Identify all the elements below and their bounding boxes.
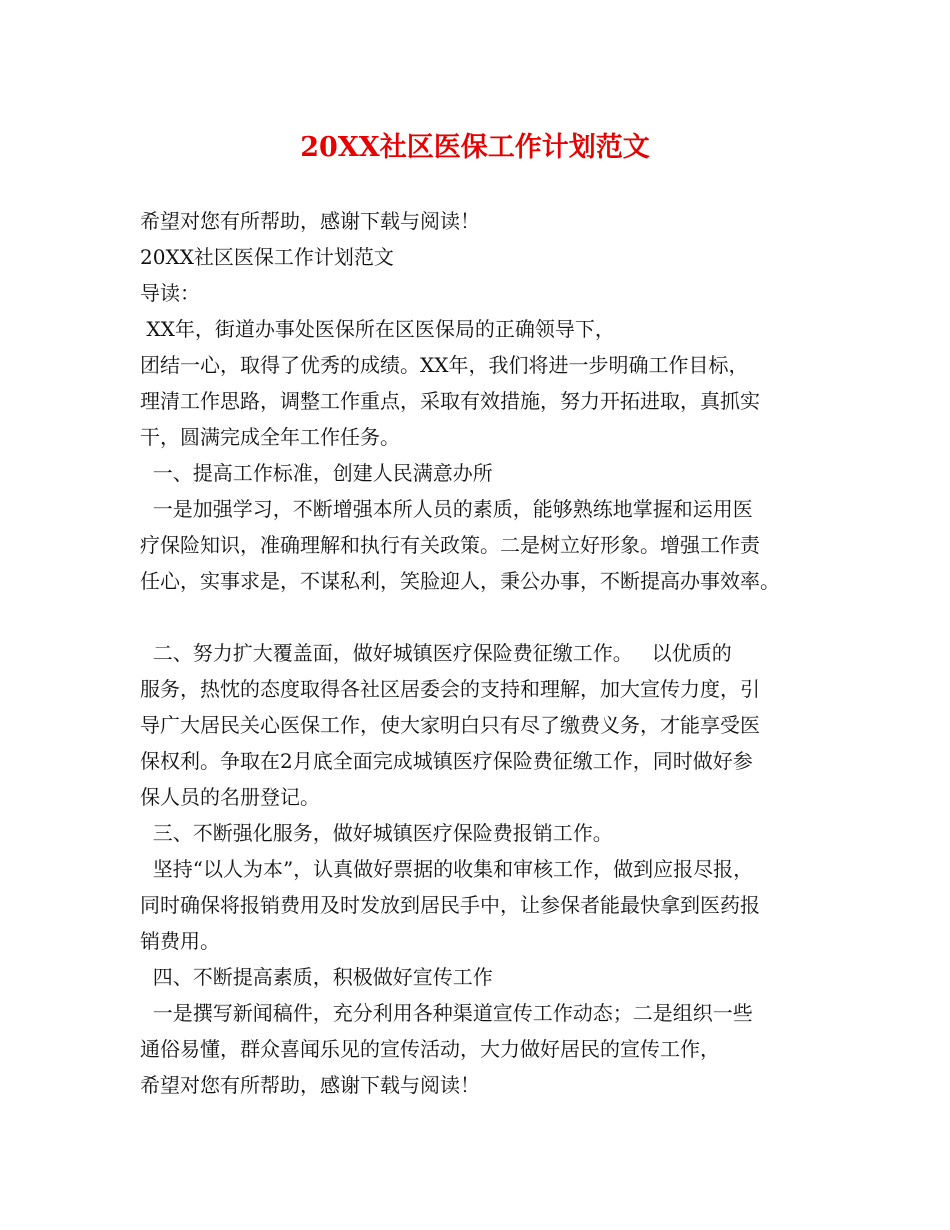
section-heading-1: 一、提高工作标准，创建人民满意办所 xyxy=(140,461,493,485)
greeting-line: 希望对您有所帮助，感谢下载与阅读！ xyxy=(140,209,480,233)
intro-line: 团结一心，取得了优秀的成绩。XX年，我们将进一步明确工作目标， xyxy=(140,353,749,377)
section-heading-3: 三、不断强化服务，做好城镇医疗保险费报销工作。 xyxy=(140,821,613,845)
paragraph-line: 一是撰写新闻稿件，充分利用各种渠道宣传工作动态；二是组织一些 xyxy=(140,1001,753,1025)
intro-line: 干，圆满完成全年工作任务。 xyxy=(140,425,400,449)
paragraph-line: 同时确保将报销费用及时发放到居民手中，让参保者能最快拿到医药报 xyxy=(140,893,760,917)
paragraph-line: 坚持“以人为本”，认真做好票据的收集和审核工作，做到应报尽报， xyxy=(140,857,754,881)
section-heading-4: 四、不断提高素质，积极做好宣传工作 xyxy=(140,965,493,989)
closing-line: 希望对您有所帮助，感谢下载与阅读！ xyxy=(140,1073,480,1097)
paragraph-line: 保权利。争取在2月底全面完成城镇医疗保险费征缴工作，同时做好参 xyxy=(140,749,753,773)
document-title: 20XX社区医保工作计划范文 xyxy=(300,132,650,163)
section-heading-2: 二、努力扩大覆盖面，做好城镇医疗保险费征缴工作。 以优质的 xyxy=(140,641,732,665)
paragraph-line: 通俗易懂，群众喜闻乐见的宣传活动，大力做好居民的宣传工作， xyxy=(140,1037,720,1061)
paragraph-line: 服务，热忱的态度取得各社区居委会的支持和理解，加大宣传力度，引 xyxy=(140,677,760,701)
paragraph-line: 任心，实事求是，不谋私利，笑脸迎人，秉公办事，不断提高办事效率。 xyxy=(140,569,780,593)
subtitle-line: 20XX社区医保工作计划范文 xyxy=(140,245,394,269)
paragraph-line: 一是加强学习，不断增强本所人员的素质，能够熟练地掌握和运用医 xyxy=(140,497,753,521)
paragraph-line: 销费用。 xyxy=(140,929,220,953)
intro-line: XX年，街道办事处医保所在区医保局的正确领导下， xyxy=(140,317,615,341)
paragraph-line: 导广大居民关心医保工作，使大家明白只有尽了缴费义务，才能享受医 xyxy=(140,713,760,737)
paragraph-line: 疗保险知识，准确理解和执行有关政策。二是树立好形象。增强工作责 xyxy=(140,533,760,557)
paragraph-spacer xyxy=(140,599,830,635)
intro-line: 理清工作思路，调整工作重点，采取有效措施，努力开拓进取，真抓实 xyxy=(140,389,760,413)
paragraph-line: 保人员的名册登记。 xyxy=(140,785,320,809)
document-body xyxy=(140,203,830,1103)
intro-label: 导读： xyxy=(140,281,200,305)
